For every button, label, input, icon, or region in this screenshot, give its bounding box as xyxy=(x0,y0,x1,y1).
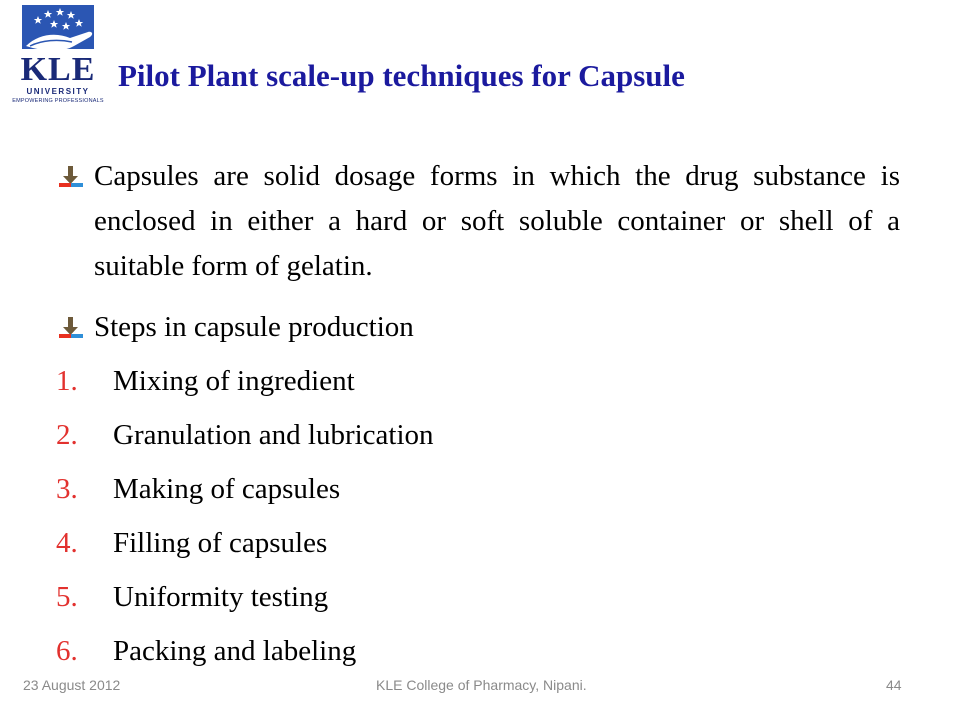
footer-date: 23 August 2012 xyxy=(23,677,121,693)
steps-list xyxy=(56,354,900,678)
arrow-down-bullet-icon xyxy=(58,317,84,339)
kle-logo xyxy=(8,2,108,114)
logo-tagline: EMPOWERING PROFESSIONALS xyxy=(12,98,104,104)
logo-name: KLE xyxy=(20,51,96,88)
step-number: 3. xyxy=(56,472,78,505)
step-number: 4. xyxy=(56,526,78,559)
slide-title: Pilot Plant scale-up techniques for Capsule xyxy=(118,58,685,93)
bullet-text: Capsules are solid dosage forms in which the drug substance is enclosed in either a hard or soft soluble container or shell of a suitable form of gelatin. xyxy=(94,160,900,282)
page-number: 44 xyxy=(886,677,902,693)
slide-content xyxy=(56,154,900,678)
step-text: Packing and labeling xyxy=(113,634,357,667)
list-item xyxy=(56,624,900,678)
step-text: Granulation and lubrication xyxy=(113,418,434,451)
logo-subtitle: UNIVERSITY xyxy=(26,87,90,96)
list-item xyxy=(56,354,900,408)
list-item xyxy=(56,516,900,570)
step-number: 6. xyxy=(56,634,78,667)
bullet-item xyxy=(56,305,900,350)
list-item xyxy=(56,570,900,624)
step-number: 5. xyxy=(56,580,78,613)
bullet-text: Steps in capsule production xyxy=(94,311,414,343)
stars-hand-logo-icon xyxy=(8,2,108,58)
step-text: Making of capsules xyxy=(113,472,341,505)
list-item xyxy=(56,462,900,516)
arrow-down-bullet-icon xyxy=(58,166,84,188)
step-text: Filling of capsules xyxy=(113,526,328,559)
step-text: Uniformity testing xyxy=(113,580,329,613)
step-number: 2. xyxy=(56,418,78,451)
list-item xyxy=(56,408,900,462)
step-text: Mixing of ingredient xyxy=(113,364,355,397)
step-number: 1. xyxy=(56,364,78,397)
bullet-item xyxy=(56,154,900,289)
footer-institution: KLE College of Pharmacy, Nipani. xyxy=(376,677,587,693)
